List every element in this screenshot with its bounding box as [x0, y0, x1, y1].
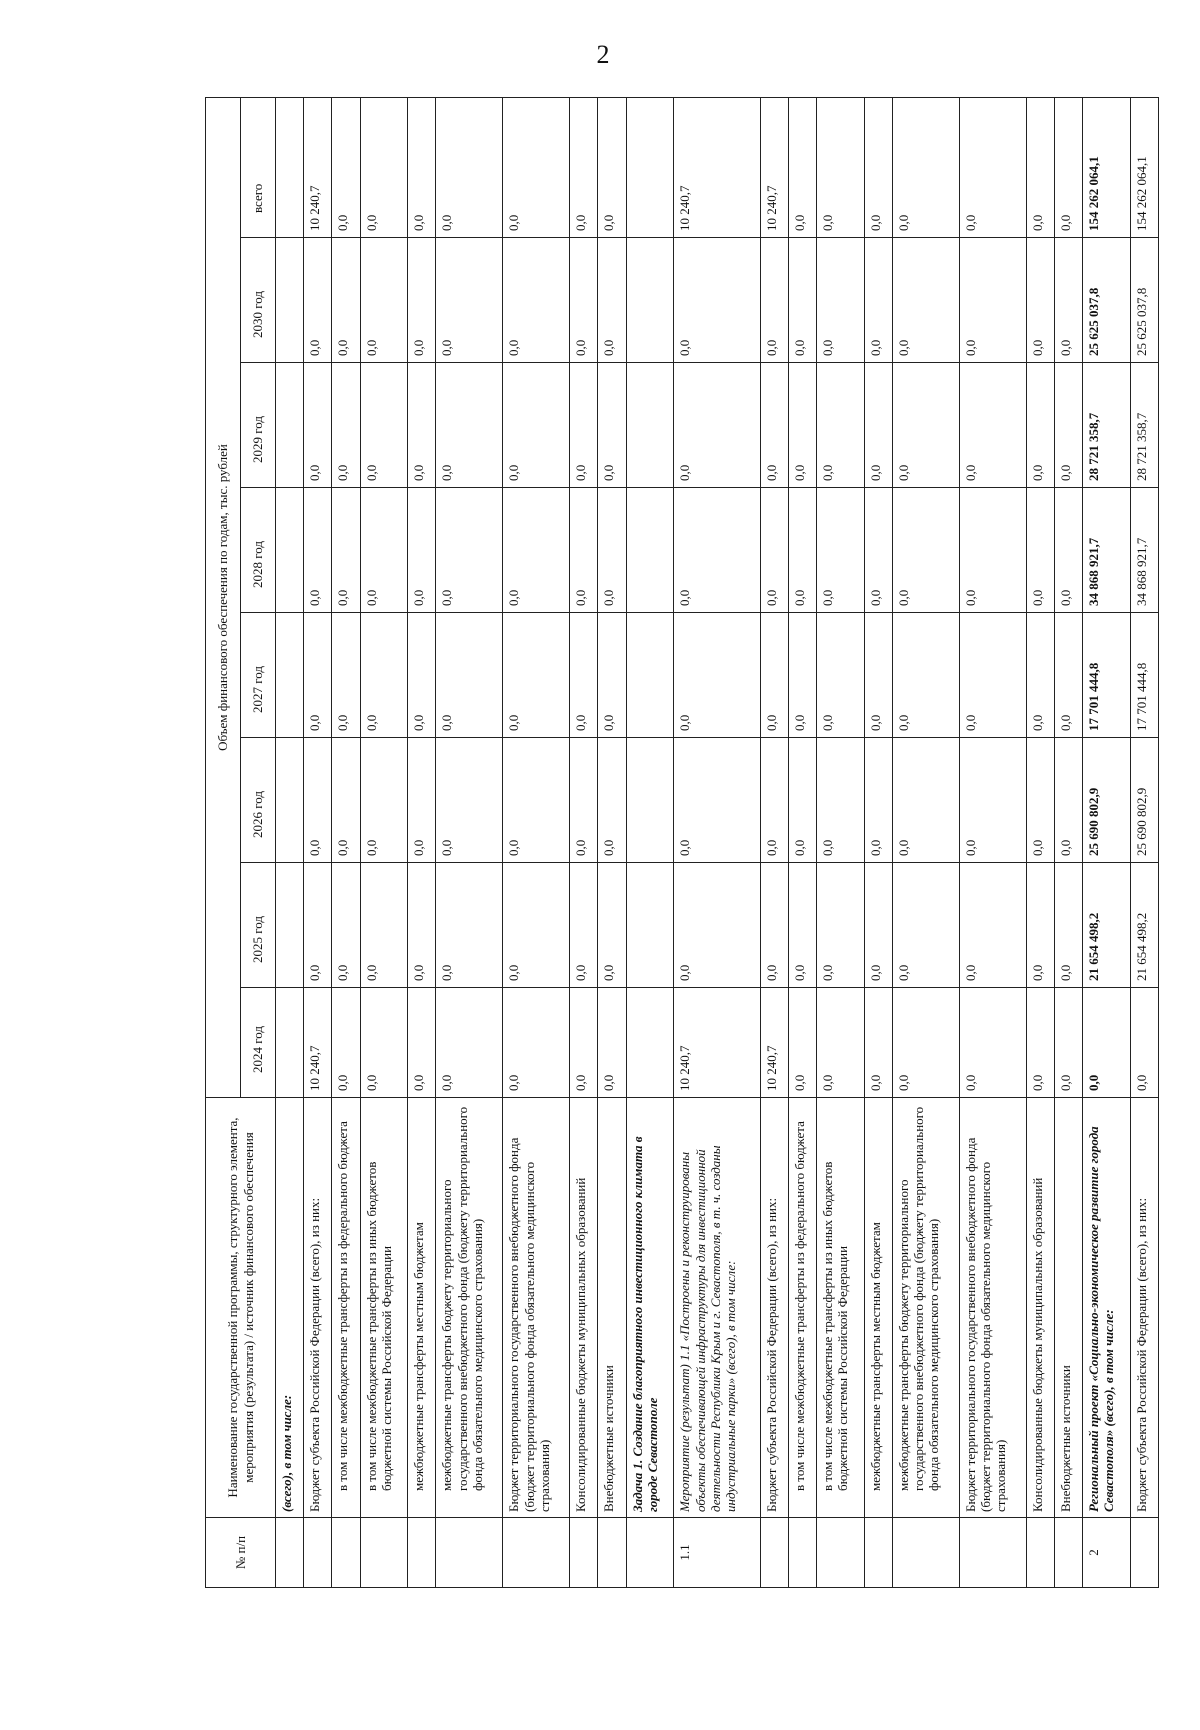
value-cell: 34 868 921,7 — [1083, 488, 1131, 613]
header-year: 2029 год — [241, 363, 276, 488]
value-cell: 154 262 064,1 — [1083, 97, 1131, 237]
table-row — [1054, 97, 1082, 1587]
row-name: в том числе межбюджетные трансферты из иных бюджетов бюджетной системы Российской Федерации — [816, 1098, 864, 1518]
value-cell: 0,0 — [674, 238, 760, 363]
value-cell: 10 240,7 — [674, 988, 760, 1098]
value-cell: 0,0 — [503, 988, 570, 1098]
value-cell: 0,0 — [1026, 363, 1054, 488]
value-cell: 17 701 444,8 — [1130, 613, 1158, 738]
value-cell: 0,0 — [864, 363, 892, 488]
value-cell: 0,0 — [674, 363, 760, 488]
value-cell: 10 240,7 — [760, 988, 788, 1098]
table-row — [276, 97, 304, 1587]
value-cell: 0,0 — [864, 488, 892, 613]
value-cell: 0,0 — [360, 863, 408, 988]
value-cell: 0,0 — [816, 238, 864, 363]
value-cell — [276, 97, 304, 237]
value-cell: 0,0 — [760, 613, 788, 738]
value-cell: 0,0 — [1026, 988, 1054, 1098]
table-row — [408, 97, 436, 1587]
value-cell: 0,0 — [332, 863, 360, 988]
table-row — [598, 97, 626, 1587]
value-cell: 0,0 — [892, 238, 959, 363]
row-number — [332, 1518, 360, 1588]
value-cell: 0,0 — [788, 488, 816, 613]
table-row — [1130, 97, 1158, 1587]
value-cell: 0,0 — [332, 738, 360, 863]
value-cell: 0,0 — [332, 97, 360, 237]
value-cell: 0,0 — [408, 97, 436, 237]
value-cell: 0,0 — [408, 363, 436, 488]
row-number — [360, 1518, 408, 1588]
row-name: (всего), в том числе: — [276, 1098, 304, 1518]
value-cell: 0,0 — [304, 238, 332, 363]
value-cell: 0,0 — [503, 363, 570, 488]
row-name: Региональный проект «Социально-экономическое развитие города Севастополя» (всего), в том числе: — [1083, 1098, 1131, 1518]
value-cell: 0,0 — [503, 238, 570, 363]
value-cell: 0,0 — [1026, 238, 1054, 363]
value-cell: 0,0 — [816, 97, 864, 237]
table-row — [626, 97, 674, 1587]
value-cell — [276, 613, 304, 738]
value-cell: 0,0 — [332, 488, 360, 613]
header-year: 2027 год — [241, 613, 276, 738]
value-cell: 0,0 — [760, 238, 788, 363]
value-cell: 0,0 — [959, 613, 1026, 738]
value-cell: 0,0 — [760, 738, 788, 863]
value-cell: 0,0 — [760, 363, 788, 488]
header-year: 2024 год — [241, 988, 276, 1098]
value-cell: 0,0 — [408, 988, 436, 1098]
value-cell — [626, 988, 674, 1098]
value-cell: 34 868 921,7 — [1130, 488, 1158, 613]
value-cell: 0,0 — [304, 488, 332, 613]
value-cell: 0,0 — [1026, 863, 1054, 988]
value-cell: 0,0 — [570, 488, 598, 613]
table-row — [674, 97, 760, 1587]
value-cell: 0,0 — [304, 613, 332, 738]
row-number — [1130, 1518, 1158, 1588]
value-cell: 0,0 — [1054, 863, 1082, 988]
row-number — [570, 1518, 598, 1588]
value-cell: 0,0 — [959, 97, 1026, 237]
table-row — [788, 97, 816, 1587]
value-cell: 0,0 — [864, 613, 892, 738]
row-name: в том числе межбюджетные трансферты из иных бюджетов бюджетной системы Российской Федерации — [360, 1098, 408, 1518]
row-name: межбюджетные трансферты бюджету территориального государственного внебюджетного фонда (бюджету территориального фонда обязательного медицинского страхования) — [892, 1098, 959, 1518]
value-cell: 0,0 — [503, 613, 570, 738]
row-number: 2 — [1083, 1518, 1131, 1588]
value-cell: 0,0 — [360, 488, 408, 613]
value-cell: 0,0 — [332, 238, 360, 363]
value-cell: 0,0 — [788, 613, 816, 738]
value-cell: 0,0 — [598, 488, 626, 613]
value-cell: 0,0 — [408, 238, 436, 363]
row-name: в том числе межбюджетные трансферты из федерального бюджета — [332, 1098, 360, 1518]
value-cell — [626, 613, 674, 738]
value-cell: 0,0 — [760, 488, 788, 613]
row-number — [598, 1518, 626, 1588]
row-name: Мероприятие (результат) 1.1 «Построены и реконструированы объекты обеспечивающей инфраструктуры для инвестиционной деятельности Республики Крым и г. Севастополя, в т. ч. созданы индустриальные парки» (всего), в том числе: — [674, 1098, 760, 1518]
table-row — [892, 97, 959, 1587]
row-number — [959, 1518, 1026, 1588]
value-cell: 0,0 — [570, 363, 598, 488]
value-cell: 0,0 — [360, 238, 408, 363]
row-name: Бюджет территориального государственного внебюджетного фонда (бюджет территориального фонда обязательного медицинского страхования) — [959, 1098, 1026, 1518]
header-year: 2028 год — [241, 488, 276, 613]
value-cell — [626, 97, 674, 237]
value-cell: 0,0 — [1054, 738, 1082, 863]
value-cell — [626, 363, 674, 488]
value-cell: 0,0 — [1026, 613, 1054, 738]
value-cell: 0,0 — [1026, 488, 1054, 613]
value-cell: 0,0 — [892, 488, 959, 613]
value-cell: 0,0 — [360, 97, 408, 237]
value-cell: 0,0 — [788, 988, 816, 1098]
value-cell: 17 701 444,8 — [1083, 613, 1131, 738]
table-row — [816, 97, 864, 1587]
header-year: 2030 год — [241, 238, 276, 363]
value-cell: 0,0 — [1054, 97, 1082, 237]
value-cell — [626, 863, 674, 988]
row-number — [788, 1518, 816, 1588]
financing-table — [205, 97, 1159, 1588]
value-cell: 0,0 — [360, 988, 408, 1098]
value-cell: 0,0 — [598, 97, 626, 237]
value-cell: 21 654 498,2 — [1083, 863, 1131, 988]
table-row — [436, 97, 503, 1587]
header-year: 2025 год — [241, 863, 276, 988]
header-name: Наименование государственной программы, структурного элемента, мероприятия (результата) / источник финансового обеспечения — [206, 1098, 276, 1518]
value-cell: 0,0 — [304, 863, 332, 988]
value-cell: 0,0 — [408, 613, 436, 738]
row-number — [760, 1518, 788, 1588]
row-name: межбюджетные трансферты бюджету территориального государственного внебюджетного фонда (бюджету территориального фонда обязательного медицинского страхования) — [436, 1098, 503, 1518]
value-cell: 0,0 — [959, 488, 1026, 613]
value-cell: 10 240,7 — [304, 988, 332, 1098]
row-number: 1.1 — [674, 1518, 760, 1588]
value-cell: 25 690 802,9 — [1083, 738, 1131, 863]
row-number — [864, 1518, 892, 1588]
value-cell: 0,0 — [816, 488, 864, 613]
table-row — [570, 97, 598, 1587]
table-row — [1083, 97, 1131, 1587]
value-cell: 0,0 — [408, 738, 436, 863]
value-cell: 0,0 — [332, 988, 360, 1098]
row-number — [436, 1518, 503, 1588]
value-cell: 0,0 — [304, 363, 332, 488]
value-cell: 0,0 — [570, 988, 598, 1098]
header-year: всего — [241, 97, 276, 237]
value-cell: 0,0 — [1054, 363, 1082, 488]
value-cell: 25 625 037,8 — [1083, 238, 1131, 363]
row-name: Задача 1. Создание благоприятного инвестиционного климата в городе Севастополе — [626, 1098, 674, 1518]
row-number — [626, 1518, 674, 1588]
value-cell: 10 240,7 — [760, 97, 788, 237]
value-cell: 0,0 — [674, 488, 760, 613]
row-number — [304, 1518, 332, 1588]
value-cell: 0,0 — [892, 738, 959, 863]
value-cell: 0,0 — [598, 738, 626, 863]
value-cell: 0,0 — [503, 738, 570, 863]
value-cell: 0,0 — [598, 613, 626, 738]
value-cell: 0,0 — [959, 363, 1026, 488]
value-cell: 0,0 — [864, 97, 892, 237]
value-cell: 0,0 — [864, 863, 892, 988]
value-cell: 0,0 — [1054, 488, 1082, 613]
value-cell — [276, 238, 304, 363]
value-cell: 0,0 — [408, 488, 436, 613]
row-name: межбюджетные трансферты местным бюджетам — [408, 1098, 436, 1518]
header-no: № п/п — [206, 1518, 276, 1588]
value-cell: 0,0 — [360, 363, 408, 488]
value-cell: 28 721 358,7 — [1130, 363, 1158, 488]
row-number — [276, 1518, 304, 1588]
value-cell: 154 262 064,1 — [1130, 97, 1158, 237]
value-cell: 0,0 — [788, 97, 816, 237]
row-name: в том числе межбюджетные трансферты из федерального бюджета — [788, 1098, 816, 1518]
value-cell: 0,0 — [598, 238, 626, 363]
value-cell: 0,0 — [1130, 988, 1158, 1098]
row-name: Бюджет субъекта Российской Федерации (всего), из них: — [760, 1098, 788, 1518]
value-cell: 0,0 — [503, 863, 570, 988]
value-cell: 0,0 — [570, 97, 598, 237]
row-name: Бюджет субъекта Российской Федерации (всего), из них: — [304, 1098, 332, 1518]
value-cell: 0,0 — [436, 363, 503, 488]
value-cell: 0,0 — [1054, 988, 1082, 1098]
value-cell — [276, 863, 304, 988]
value-cell: 0,0 — [892, 363, 959, 488]
table-row — [360, 97, 408, 1587]
value-cell: 0,0 — [408, 863, 436, 988]
table-row — [304, 97, 332, 1587]
value-cell: 28 721 358,7 — [1083, 363, 1131, 488]
table-row — [959, 97, 1026, 1587]
value-cell: 0,0 — [816, 863, 864, 988]
value-cell: 0,0 — [436, 488, 503, 613]
value-cell: 0,0 — [864, 988, 892, 1098]
table-row — [332, 97, 360, 1587]
value-cell: 25 625 037,8 — [1130, 238, 1158, 363]
row-number — [503, 1518, 570, 1588]
value-cell: 0,0 — [674, 738, 760, 863]
value-cell: 0,0 — [674, 863, 760, 988]
value-cell: 0,0 — [598, 988, 626, 1098]
value-cell: 0,0 — [959, 863, 1026, 988]
value-cell: 0,0 — [436, 238, 503, 363]
table-row — [864, 97, 892, 1587]
row-name: Бюджет территориального государственного внебюджетного фонда (бюджет территориального фонда обязательного медицинского страхования) — [503, 1098, 570, 1518]
table-row — [503, 97, 570, 1587]
row-number — [1054, 1518, 1082, 1588]
value-cell — [276, 738, 304, 863]
value-cell: 0,0 — [503, 97, 570, 237]
rotated-table-wrapper — [205, 98, 1159, 1588]
value-cell — [276, 488, 304, 613]
value-cell: 0,0 — [959, 988, 1026, 1098]
value-cell — [276, 363, 304, 488]
value-cell: 0,0 — [864, 238, 892, 363]
value-cell: 0,0 — [436, 613, 503, 738]
value-cell: 0,0 — [1054, 238, 1082, 363]
value-cell: 0,0 — [436, 738, 503, 863]
value-cell: 0,0 — [1026, 738, 1054, 863]
value-cell: 0,0 — [598, 863, 626, 988]
value-cell: 0,0 — [436, 863, 503, 988]
value-cell: 0,0 — [892, 863, 959, 988]
header-group: Объем финансового обеспечения по годам, тыс. рублей — [206, 97, 241, 1097]
table-row — [1026, 97, 1054, 1587]
row-name: Бюджет субъекта Российской Федерации (всего), из них: — [1130, 1098, 1158, 1518]
table-row — [760, 97, 788, 1587]
value-cell: 0,0 — [332, 613, 360, 738]
value-cell: 0,0 — [788, 738, 816, 863]
value-cell: 0,0 — [570, 738, 598, 863]
value-cell — [276, 988, 304, 1098]
row-name: межбюджетные трансферты местным бюджетам — [864, 1098, 892, 1518]
value-cell: 0,0 — [816, 363, 864, 488]
value-cell: 0,0 — [788, 238, 816, 363]
value-cell — [626, 238, 674, 363]
value-cell: 10 240,7 — [674, 97, 760, 237]
value-cell: 0,0 — [816, 738, 864, 863]
value-cell: 0,0 — [503, 488, 570, 613]
value-cell: 0,0 — [360, 613, 408, 738]
value-cell: 0,0 — [1026, 97, 1054, 237]
value-cell — [626, 488, 674, 613]
header-year: 2026 год — [241, 738, 276, 863]
value-cell: 0,0 — [570, 238, 598, 363]
row-name: Внебюджетные источники — [1054, 1098, 1082, 1518]
value-cell: 0,0 — [892, 97, 959, 237]
value-cell: 0,0 — [304, 738, 332, 863]
value-cell: 0,0 — [816, 613, 864, 738]
value-cell: 21 654 498,2 — [1130, 863, 1158, 988]
value-cell: 0,0 — [788, 363, 816, 488]
row-number — [1026, 1518, 1054, 1588]
value-cell: 0,0 — [598, 363, 626, 488]
value-cell: 0,0 — [570, 613, 598, 738]
table-body — [276, 97, 1159, 1587]
value-cell: 0,0 — [892, 988, 959, 1098]
value-cell: 0,0 — [570, 863, 598, 988]
value-cell: 0,0 — [959, 738, 1026, 863]
value-cell: 0,0 — [332, 363, 360, 488]
value-cell: 0,0 — [1083, 988, 1131, 1098]
row-number — [816, 1518, 864, 1588]
row-number — [892, 1518, 959, 1588]
row-name: Консолидированные бюджеты муниципальных образований — [1026, 1098, 1054, 1518]
value-cell: 0,0 — [959, 238, 1026, 363]
value-cell: 0,0 — [892, 613, 959, 738]
value-cell — [626, 738, 674, 863]
value-cell: 0,0 — [760, 863, 788, 988]
value-cell: 0,0 — [1054, 613, 1082, 738]
value-cell: 25 690 802,9 — [1130, 738, 1158, 863]
row-name: Внебюджетные источники — [598, 1098, 626, 1518]
value-cell: 0,0 — [436, 988, 503, 1098]
value-cell: 0,0 — [788, 863, 816, 988]
value-cell: 0,0 — [360, 738, 408, 863]
row-number — [408, 1518, 436, 1588]
value-cell: 0,0 — [864, 738, 892, 863]
value-cell: 0,0 — [674, 613, 760, 738]
value-cell: 10 240,7 — [304, 97, 332, 237]
value-cell: 0,0 — [436, 97, 503, 237]
page-number: 2 — [596, 40, 610, 69]
value-cell: 0,0 — [816, 988, 864, 1098]
row-name: Консолидированные бюджеты муниципальных образований — [570, 1098, 598, 1518]
